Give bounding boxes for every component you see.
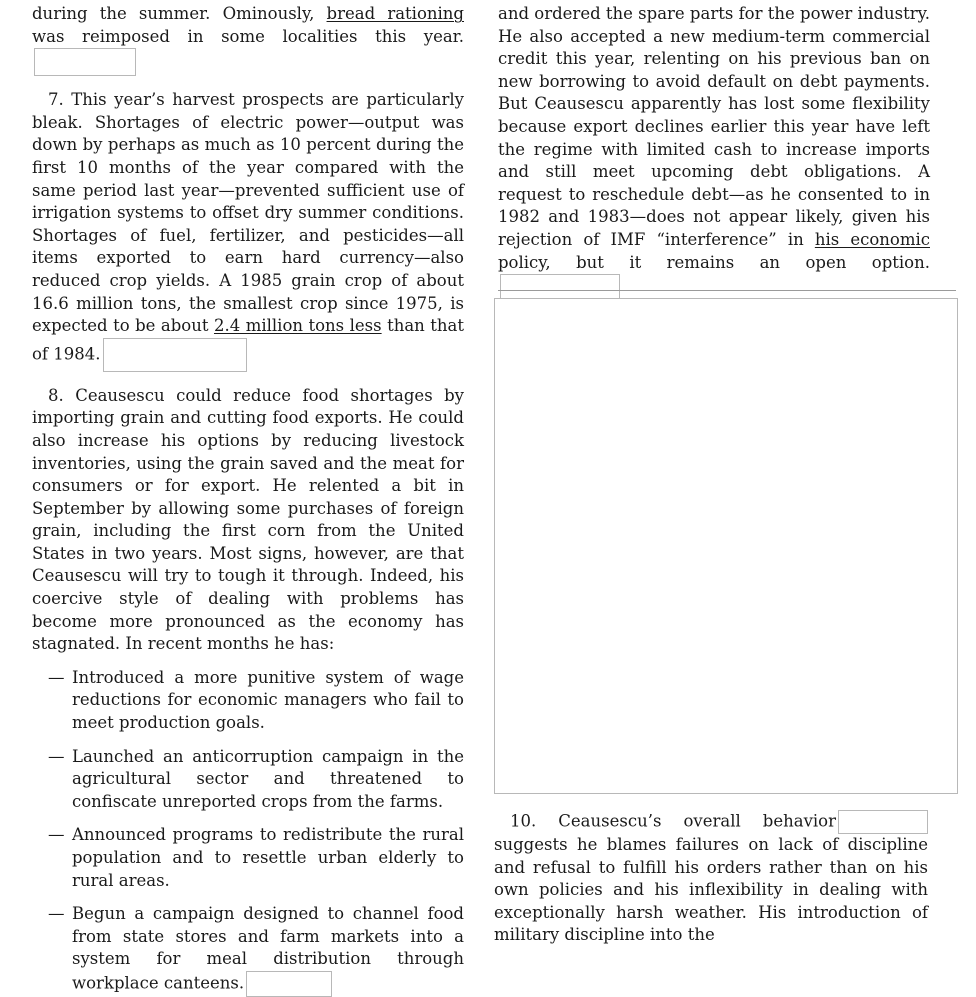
paragraph-top-right [498, 3, 930, 306]
list-item-text: Announced programs to redistribute the rural population and to resettle urban elderly to rural areas. [72, 825, 464, 890]
paragraph-top-left [32, 3, 464, 76]
text-fragment: Begun a campaign designed to channel food from state stores and farm markets into a system for meal distribution through workplace canteens. [72, 904, 464, 993]
underlined-text: 2.4 million tons less [213, 316, 382, 336]
text-fragment: and ordered the spare parts for the power industry. He also accepted a new medium-term commercial credit this year, relenting on his previous ban on new borrowing to avoid default on debt payments. But Ceausescu apparently has lost some flexibility because export declines earlier this year have left the regime with limited cash to increase imports and still meet upcoming debt obligations. A request to reschedule debt—as he consented to in 1982 and 1983—does not appear likely, given his rejection of IMF “interference” in [498, 4, 930, 249]
redaction-block [494, 298, 958, 794]
list-item-text: Introduced a more punitive system of wage reductions for economic managers who fail to meet production goals. [72, 667, 464, 733]
redaction-box [246, 971, 332, 997]
paragraph-7-text: 7. This year’s harvest prospects are particularly bleak. Shortages of electric power—output was down by perhaps as much as 10 percent during the first 10 months of the year compared with the same period last year—prevented sufficient use of irrigation systems to offset dry summer conditions. Shortages of fuel, fertilizer, and pesticides—all items exported to earn hard currency—also reduced crop yields. A 1985 grain crop of about 16.6 million tons, the smallest crop since 1975, is expected to be about [32, 90, 464, 336]
left-column [32, 3, 464, 997]
text-fragment: was reimposed in some localities this year. [32, 26, 464, 46]
list-item [32, 746, 464, 814]
redaction-box [838, 810, 928, 834]
text-fragment: during the summer. Ominously, [32, 4, 327, 23]
underlined-text: his economic [814, 229, 930, 249]
divider-line [498, 290, 956, 291]
dash-bullet: — [48, 904, 65, 924]
dash-bullet: — [48, 825, 65, 845]
paragraph-10-text [494, 810, 928, 947]
text-fragment: 10. Ceausescu’s overall behavior [510, 811, 836, 831]
list-item-text: Launched an anticorruption campaign in the agricultural sector and threatened to confiscate unreported crops from the farms. [72, 746, 464, 811]
redaction-box [34, 48, 136, 76]
right-column [498, 3, 930, 306]
paragraph-7 [32, 89, 464, 372]
list-item [32, 667, 464, 735]
list-item-text [72, 903, 464, 997]
dash-bullet: — [48, 746, 65, 766]
text-fragment: suggests he blames failures on lack of discipline and refusal to fulfill his orders rather than on his own policies and his inflexibility in dealing with exceptionally harsh weather. His introduction of military discipline into the [494, 835, 928, 945]
text-fragment: policy, but it remains an open option. [498, 252, 930, 272]
text-fragment: than that of 1984. [32, 316, 465, 364]
list-item [32, 824, 464, 892]
paragraph-8: 8. Ceausescu could reduce food shortages by importing grain and cutting food exports. He could also increase his options by reducing livestock inventories, using the grain saved and the meat for consumers or for export. He relented a bit in September by allowing some purchases of foreign grain, including the first corn from the United States in two years. Most signs, however, are that Ceausescu will try to tough it through. Indeed, his coercive style of dealing with problems has become more pronounced as the economy has stagnated. In recent months he has: [32, 385, 464, 654]
underlined-text: bread rationing [326, 4, 464, 23]
list-item [32, 903, 464, 997]
redaction-box [103, 338, 247, 372]
paragraph-10 [494, 810, 928, 947]
dash-bullet: — [48, 667, 65, 687]
